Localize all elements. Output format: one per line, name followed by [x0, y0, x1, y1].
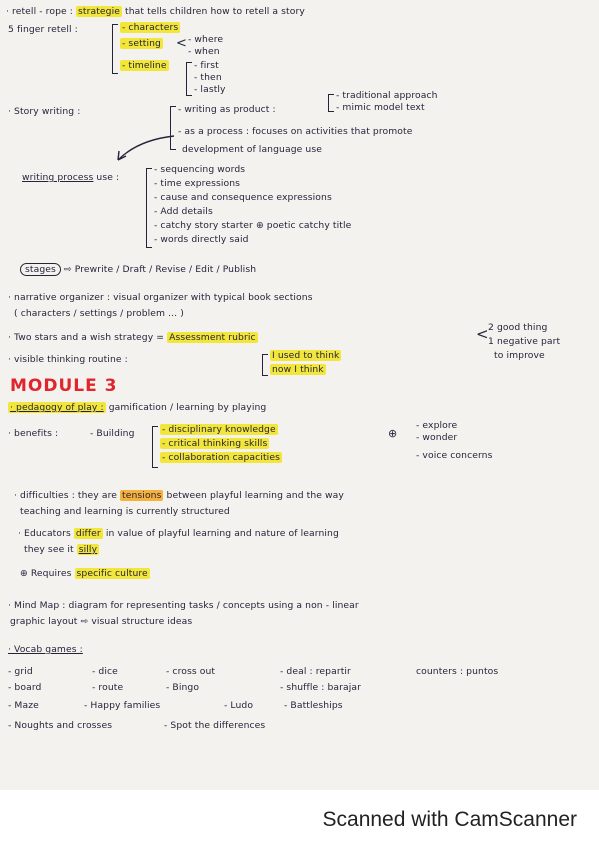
- silly-highlight: silly: [78, 544, 98, 555]
- setting-item: - setting: [122, 38, 161, 49]
- educators-text: in value of playful learning and nature of learning: [105, 528, 339, 539]
- building-label: - Building: [90, 428, 135, 439]
- educators-line: [18, 528, 339, 540]
- two-stars-line: [8, 332, 258, 344]
- stages-text: ⇨ Prewrite / Draft / Revise / Edit / Publish: [63, 264, 257, 275]
- narrative-organizer-2: ( characters / settings / problem ... ): [14, 308, 184, 319]
- specific-culture-highlight: specific culture: [76, 568, 148, 579]
- use-label: use :: [96, 172, 120, 183]
- retell-rope-highlight: strategie: [78, 6, 121, 17]
- mind-map-line: · Mind Map : diagram for representing tasks / concepts using a non - linear: [8, 600, 359, 611]
- first-item: - first: [194, 60, 219, 71]
- retell-rope-label: · retell - rope :: [6, 6, 73, 17]
- brace-glyph: <: [176, 36, 187, 51]
- wp-item-6: - words directly said: [154, 234, 249, 245]
- game-ludo: - Ludo: [224, 700, 254, 711]
- game-counters: counters : puntos: [416, 666, 499, 677]
- characters-item: - characters: [122, 22, 179, 33]
- curved-arrow-icon: [108, 132, 178, 166]
- game-grid: - grid: [8, 666, 33, 677]
- visible-thinking-label: · visible thinking routine :: [8, 354, 128, 365]
- narrative-organizer: · narrative organizer : visual organizer with typical book sections: [8, 292, 313, 303]
- game-cross-out: - cross out: [166, 666, 216, 677]
- now-i-think: now I think: [272, 364, 324, 375]
- differ-highlight: differ: [75, 528, 101, 539]
- bracket: [112, 24, 118, 74]
- see-it-text: they see it: [24, 544, 74, 555]
- as-process-2: development of language use: [182, 144, 322, 155]
- tensions-highlight: tensions: [122, 490, 162, 501]
- lastly-item: - lastly: [194, 84, 226, 95]
- where-item: - where: [188, 34, 224, 45]
- then-item: - then: [194, 72, 222, 83]
- bracket: [328, 94, 334, 112]
- see-silly-line: [24, 544, 99, 556]
- when-item: - when: [188, 46, 220, 57]
- wp-item-5: - catchy story starter ⊕ poetic catchy title: [154, 220, 352, 231]
- bracket: [262, 354, 268, 376]
- mimic-model: - mimic model text: [336, 102, 425, 113]
- requires-line: [20, 568, 150, 580]
- two-stars-label: · Two stars and a wish strategy =: [8, 332, 165, 343]
- benefits-label: · benefits :: [8, 428, 59, 439]
- benefit-disciplinary: - disciplinary knowledge: [162, 424, 276, 435]
- brace-glyph: <: [476, 325, 489, 343]
- difficulties-2: teaching and learning is currently structured: [20, 506, 230, 517]
- wonder-item: - wonder: [416, 432, 458, 443]
- educators-label: · Educators: [18, 528, 71, 539]
- retell-rope-text: that tells children how to retell a story: [125, 6, 305, 17]
- stages-line: [20, 264, 256, 276]
- footer-bar: [0, 790, 599, 848]
- as-product: - writing as product :: [178, 104, 276, 115]
- game-noughts: - Noughts and crosses: [8, 720, 113, 731]
- mind-map-line-2: graphic layout ⇨ visual structure ideas: [10, 616, 193, 627]
- wp-item-1: - sequencing words: [154, 164, 246, 175]
- writing-process-label: writing process: [22, 172, 94, 183]
- game-bingo: - Bingo: [166, 682, 200, 693]
- wp-item-3: - cause and consequence expressions: [154, 192, 332, 203]
- voice-concerns-item: - voice concerns: [416, 450, 493, 461]
- five-finger-label: 5 finger retell :: [8, 24, 78, 35]
- good-thing: 2 good thing: [488, 322, 548, 333]
- timeline-item: - timeline: [122, 60, 167, 71]
- writing-process-line: [22, 172, 119, 184]
- game-deal: - deal : repartir: [280, 666, 351, 677]
- retell-rope-line: [6, 6, 305, 18]
- benefit-critical: - critical thinking skills: [162, 438, 268, 449]
- camscanner-watermark: Scanned with CamScanner: [322, 808, 577, 831]
- game-spot-differences: - Spot the differences: [164, 720, 266, 731]
- as-process: - as a process : focuses on activities that promote: [178, 126, 413, 137]
- game-dice: - dice: [92, 666, 118, 677]
- stages-label: stages: [20, 263, 61, 276]
- traditional-approach: - traditional approach: [336, 90, 438, 101]
- to-improve: to improve: [494, 350, 545, 361]
- game-maze: - Maze: [8, 700, 39, 711]
- plus-icon: ⊕: [388, 427, 398, 440]
- bracket: [146, 168, 152, 248]
- pedagogy-label: · pedagogy of play :: [10, 402, 104, 413]
- bracket: [152, 426, 158, 468]
- game-route: - route: [92, 682, 124, 693]
- game-battleships: - Battleships: [284, 700, 343, 711]
- explore-item: - explore: [416, 420, 458, 431]
- game-shuffle: - shuffle : barajar: [280, 682, 362, 693]
- bracket: [186, 62, 192, 96]
- difficulties-text: between playful learning and the way: [166, 490, 344, 501]
- vocab-games-label: · Vocab games :: [8, 644, 83, 655]
- module-heading: MODULE 3: [10, 376, 118, 396]
- assessment-rubric: Assessment rubric: [169, 332, 256, 343]
- pedagogy-text: gamification / learning by playing: [108, 402, 267, 413]
- pedagogy-line: [8, 402, 266, 414]
- game-happy-families: - Happy families: [84, 700, 161, 711]
- wp-item-2: - time expressions: [154, 178, 241, 189]
- benefit-collaboration: - collaboration capacities: [162, 452, 280, 463]
- used-to-think: I used to think: [272, 350, 340, 361]
- story-writing-label: · Story writing :: [8, 106, 81, 117]
- wp-item-4: - Add details: [154, 206, 213, 217]
- difficulties-line: [14, 490, 344, 502]
- requires-label: ⊕ Requires: [20, 568, 72, 579]
- negative-part: 1 negative part: [488, 336, 561, 347]
- difficulties-label: · difficulties : they are: [14, 490, 117, 501]
- game-board: - board: [8, 682, 42, 693]
